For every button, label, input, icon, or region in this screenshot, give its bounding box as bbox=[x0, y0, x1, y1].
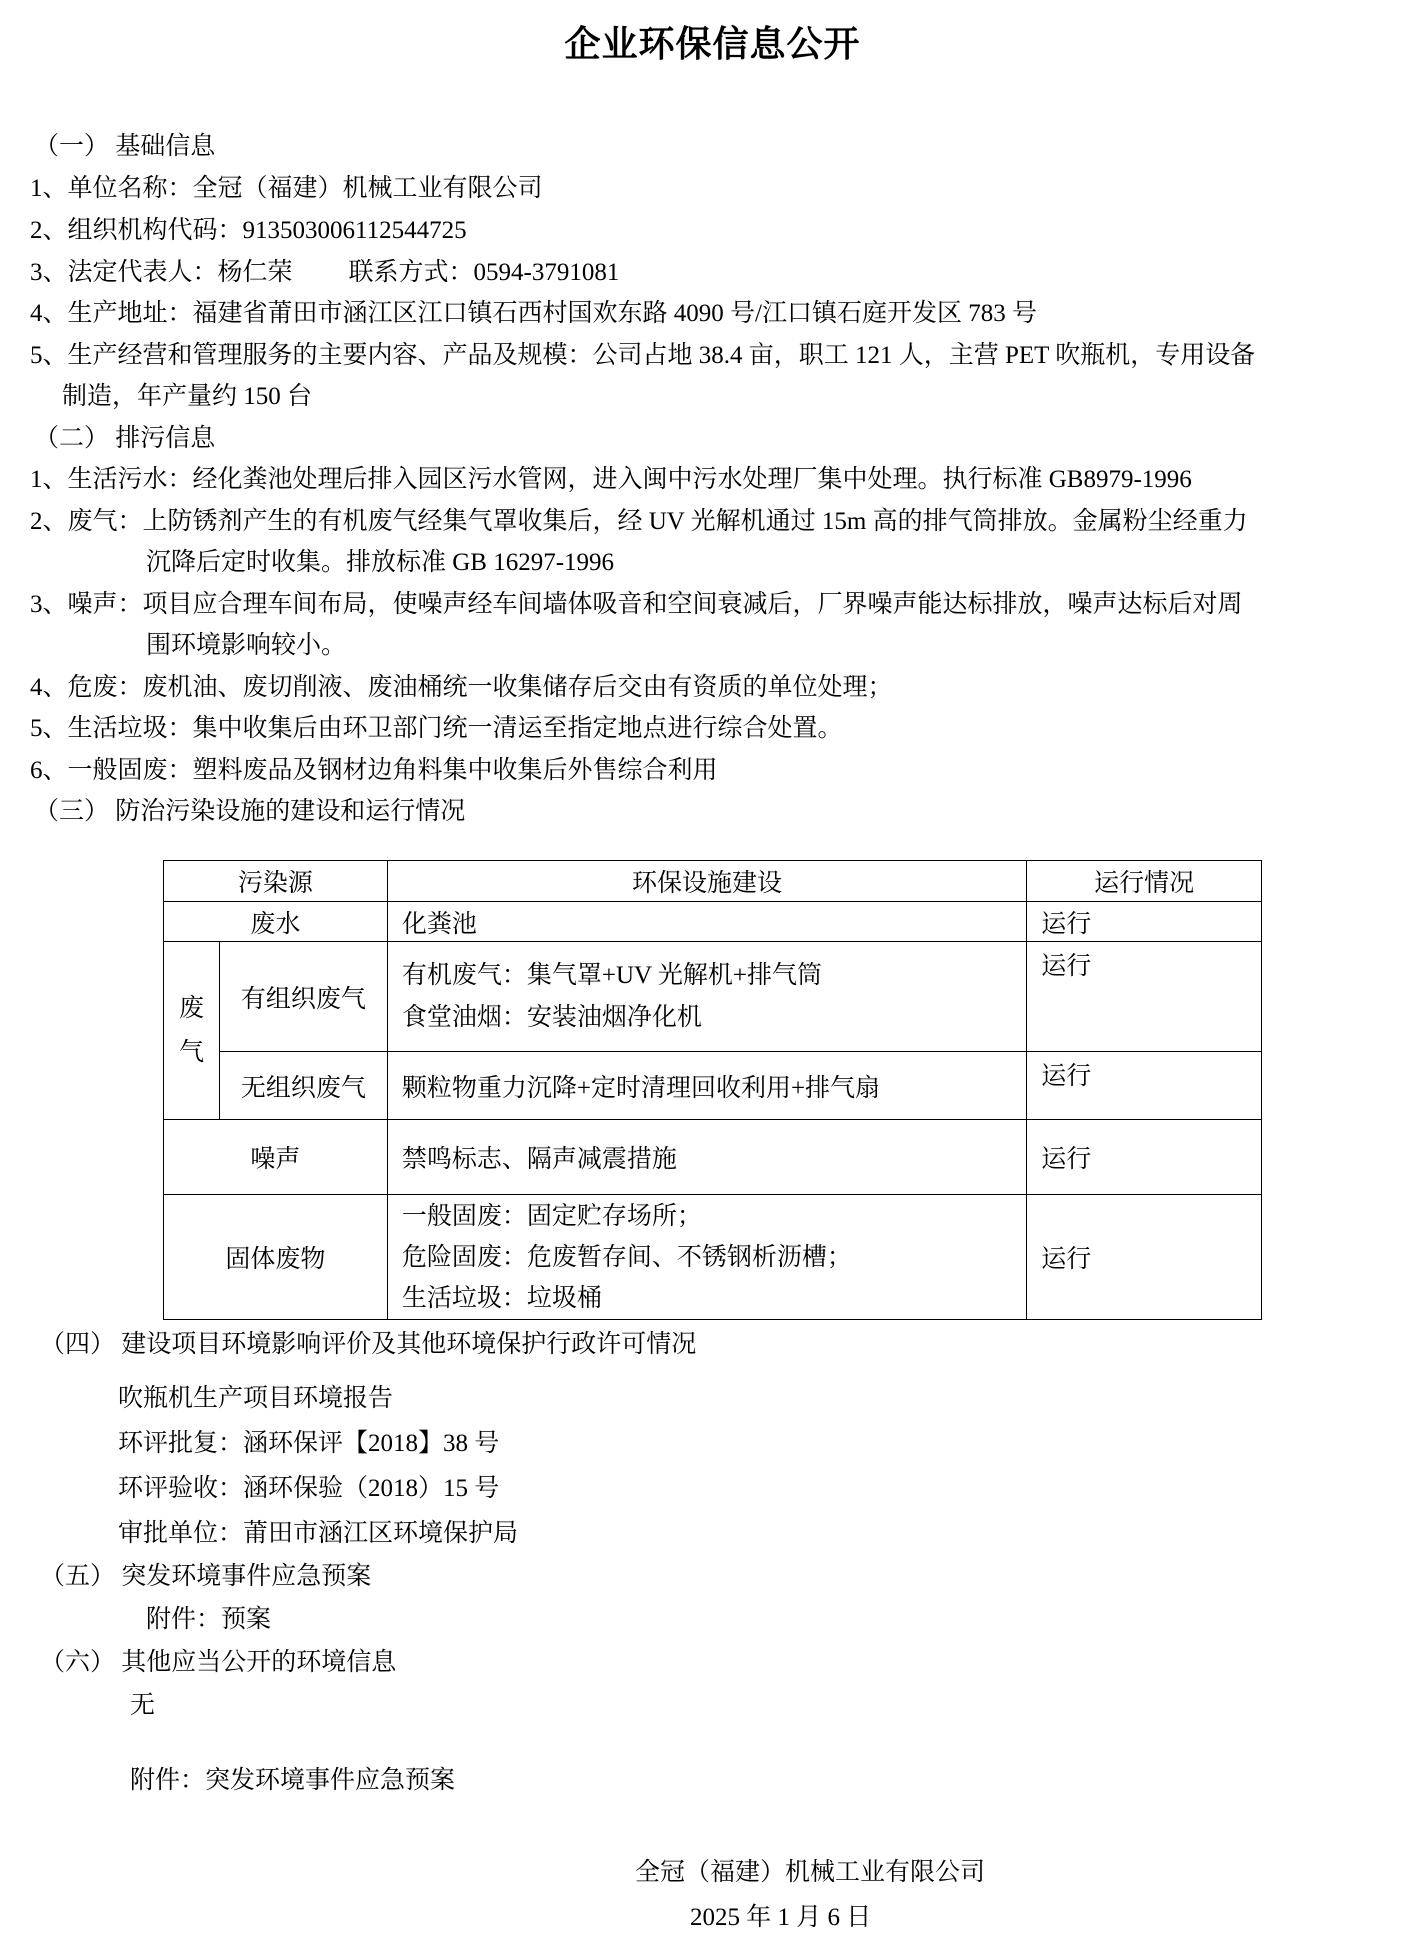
company-name-line: 1、单位名称：全冠（福建）机械工业有限公司 bbox=[30, 175, 543, 202]
business-scope-line: 5、生产经营和管理服务的主要内容、产品及规模：公司占地 38.4 亩，职工 121 人，主营 PET 吹瓶机，专用设备 bbox=[30, 342, 1256, 369]
table-row bbox=[164, 902, 1262, 942]
source-unorganized-gas: 无组织废气 bbox=[219, 1052, 387, 1120]
facility-domestic-garbage: 生活垃圾：垃圾桶 bbox=[401, 1284, 602, 1312]
facility-unorganized-gas: 颗粒物重力沉降+定时清理回收利用+排气扇 bbox=[387, 1052, 1026, 1120]
facility-solid-waste bbox=[387, 1195, 1026, 1320]
exhaust-line-cont: 沉降后定时收集。排放标准 GB 16297-1996 bbox=[146, 549, 615, 576]
domestic-garbage-line: 5、生活垃圾：集中收集后由环卫部门统一清运至指定地点进行综合处置。 bbox=[30, 715, 843, 742]
table-row bbox=[164, 1120, 1262, 1195]
facility-wastewater: 化粪池 bbox=[387, 902, 1026, 942]
other-info-line: 无 bbox=[130, 1692, 156, 1719]
org-code-text: 2、组织机构代码：91350300611254472​5 bbox=[30, 217, 467, 244]
section-4-heading: （四） 建设项目环境影响评价及其他环境保护行政许可情况 bbox=[40, 1331, 697, 1358]
signature-date: 2025 年 1 月 6 日 bbox=[690, 1904, 872, 1931]
exhaust-gas-label: 废气 bbox=[178, 994, 204, 1066]
facility-general-solid: 一般固废：固定贮存场所； bbox=[401, 1202, 702, 1230]
eia-approval-line: 环评批复：涵环保评【2018】38 号 bbox=[118, 1430, 500, 1457]
facility-hazardous-solid: 危险固废：危废暂存间、不锈钢析沥槽； bbox=[401, 1243, 852, 1271]
approval-authority-line: 审批单位：莆田市涵江区环境保护局 bbox=[118, 1520, 519, 1547]
facility-organic-gas: 有机废气：集气罩+UV 光解机+排气筒 bbox=[401, 961, 822, 989]
source-noise: 噪声 bbox=[164, 1120, 388, 1195]
table-row bbox=[164, 1052, 1262, 1120]
address-line: 4、生产地址：福建省莆田市涵江区江口镇石西村国欢东路 4090 号/江口镇石庭开发区 783 号 bbox=[30, 300, 1037, 327]
sewage-line: 1、生活污水：经化粪池处理后排入园区污水管网，进入闽中污水处理厂集中处理。执行标准 GB8979-1996 bbox=[30, 466, 1192, 493]
contact-text: 联系方式：0594-3791081 bbox=[348, 259, 620, 286]
section-5-heading: （五） 突发环境事件应急预案 bbox=[40, 1563, 372, 1590]
legal-rep-line bbox=[30, 258, 1400, 288]
general-solid-waste-line: 6、一般固废：塑料废品及钢材边角料集中收集后外售综合利用 bbox=[30, 757, 718, 784]
document-title: 企业环保信息公开 bbox=[564, 24, 861, 65]
source-organized-gas: 有组织废气 bbox=[219, 942, 387, 1052]
header-pollution-source: 污染源 bbox=[164, 861, 388, 902]
status-unorganized-gas: 运行 bbox=[1027, 1052, 1262, 1120]
source-exhaust-gas bbox=[164, 942, 220, 1120]
section-6-heading: （六） 其他应当公开的环境信息 bbox=[40, 1649, 397, 1676]
table-row bbox=[164, 942, 1262, 1052]
header-facility: 环保设施建设 bbox=[387, 861, 1026, 902]
section-2-heading: （二） 排污信息 bbox=[34, 425, 216, 452]
eia-report-line: 吹瓶机生产项目环境报告 bbox=[118, 1385, 394, 1412]
org-code-line bbox=[30, 216, 1400, 246]
exhaust-line: 2、废气：上防锈剂产生的有机废气经集气罩收集后，经 UV 光解机通过 15m 高的排气筒排放。金属粉尘经重力 bbox=[30, 508, 1248, 535]
status-wastewater: 运行 bbox=[1027, 902, 1262, 942]
signature-company: 全冠（福建）机械工业有限公司 bbox=[635, 1859, 986, 1886]
status-solid-waste: 运行 bbox=[1027, 1195, 1262, 1320]
status-noise: 运行 bbox=[1027, 1120, 1262, 1195]
facility-noise: 禁鸣标志、隔声减震措施 bbox=[387, 1120, 1026, 1195]
noise-line: 3、噪声：项目应合理车间布局，使噪声经车间墙体吸音和空间衰减后，厂界噪声能达标排放，噪声达标后对周 bbox=[30, 591, 1243, 618]
table-row bbox=[164, 1195, 1262, 1320]
header-status: 运行情况 bbox=[1027, 861, 1262, 902]
business-scope-line-cont: 制造，年产量约 150 台 bbox=[62, 383, 313, 410]
eia-acceptance-line: 环评验收：涵环保验（2018）15 号 bbox=[118, 1475, 500, 1502]
source-wastewater: 废水 bbox=[164, 902, 388, 942]
noise-line-cont: 围环境影响较小。 bbox=[146, 632, 347, 659]
hazardous-waste-line: 4、危废：废机油、废切削液、废油桶统一收集储存后交由有资质的单位处理； bbox=[30, 674, 893, 701]
section-3-heading: （三） 防治污染设施的建设和运行情况 bbox=[34, 798, 466, 825]
table-header-row bbox=[164, 861, 1262, 902]
status-organized-gas: 运行 bbox=[1027, 942, 1262, 1052]
plan-attachment-line: 附件：预案 bbox=[146, 1606, 272, 1633]
facility-organized-gas bbox=[387, 942, 1026, 1052]
legal-rep-text: 3、法定代表人：杨仁荣 bbox=[30, 259, 293, 286]
facilities-table bbox=[163, 860, 1262, 1320]
source-solid-waste: 固体废物 bbox=[164, 1195, 388, 1320]
attachment-line: 附件：突发环境事件应急预案 bbox=[130, 1767, 456, 1794]
section-1-heading: （一） 基础信息 bbox=[34, 133, 216, 160]
facility-kitchen-fume: 食堂油烟：安装油烟净化机 bbox=[401, 1003, 702, 1031]
